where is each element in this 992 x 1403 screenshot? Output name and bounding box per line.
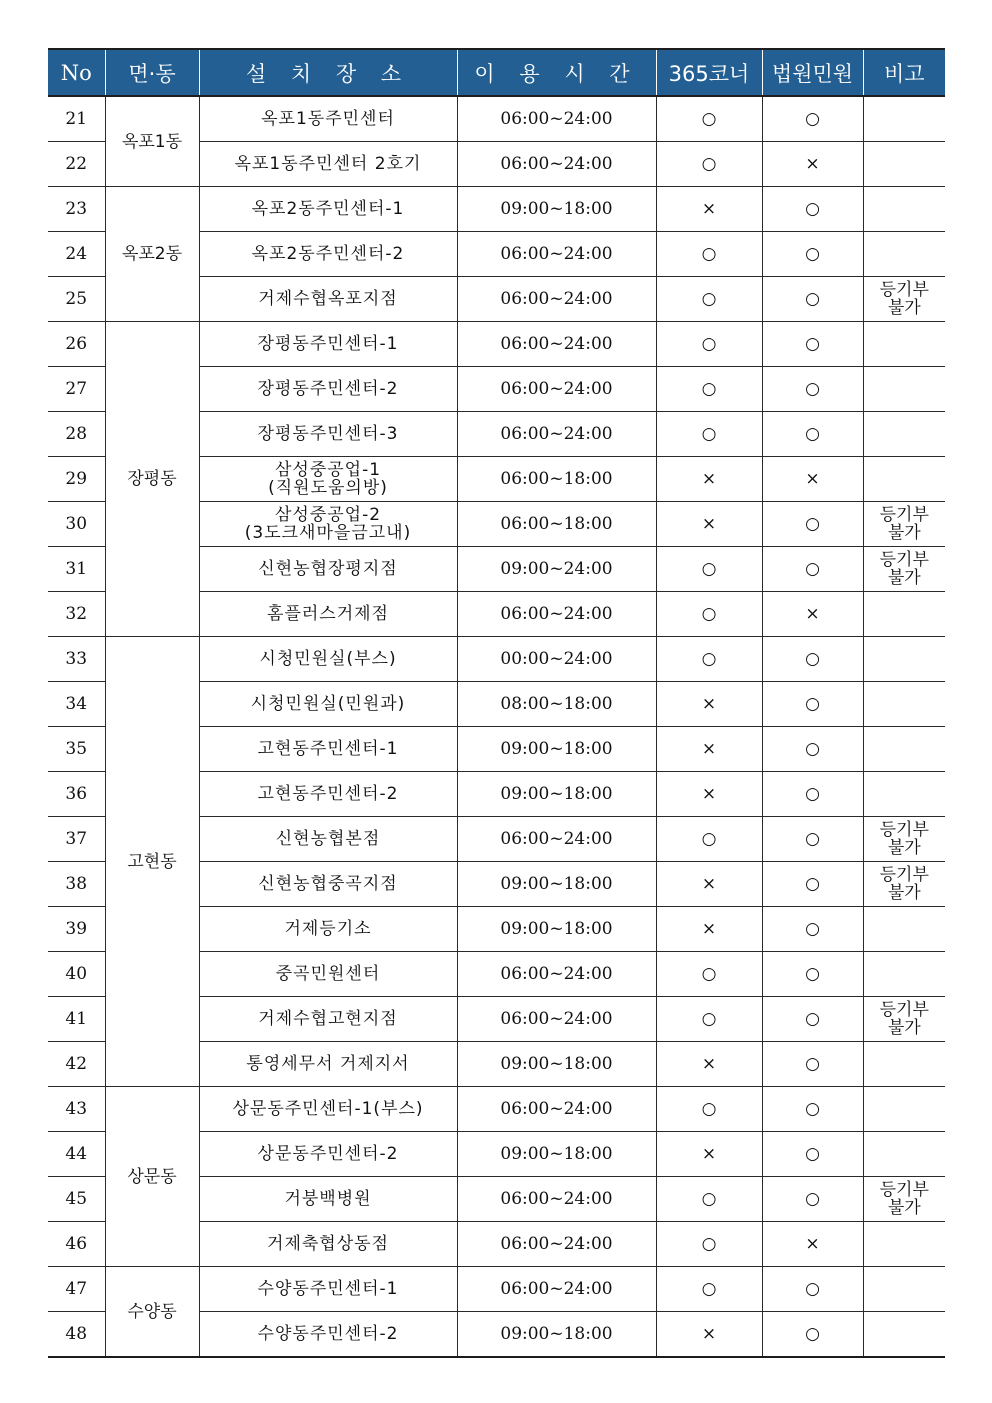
row-number: 34 — [48, 682, 105, 727]
place-detail: (직원도움의방) — [268, 478, 388, 498]
operating-hours: 09:00~18:00 — [457, 1312, 656, 1358]
table-header-row — [48, 49, 945, 96]
operating-hours: 08:00~18:00 — [457, 682, 656, 727]
note-cell — [863, 1177, 945, 1222]
note-cell — [863, 142, 945, 187]
install-place — [199, 1222, 457, 1267]
row-number: 29 — [48, 457, 105, 502]
table-row — [48, 1267, 945, 1312]
court-service-status: ○ — [762, 727, 863, 772]
row-number: 46 — [48, 1222, 105, 1267]
table-row — [48, 96, 945, 142]
365-corner-status: ○ — [656, 1267, 762, 1312]
note-cell — [863, 997, 945, 1042]
row-number: 28 — [48, 412, 105, 457]
note-cell — [863, 322, 945, 367]
365-corner-status: ○ — [656, 367, 762, 412]
operating-hours: 06:00~24:00 — [457, 1087, 656, 1132]
365-corner-status: ○ — [656, 96, 762, 142]
table-row — [48, 322, 945, 367]
row-number: 33 — [48, 637, 105, 682]
365-corner-status: ○ — [656, 1087, 762, 1132]
court-service-status: ○ — [762, 817, 863, 862]
place-detail: (3도크새마을금고내) — [244, 523, 412, 543]
note-line-2: 불가 — [887, 298, 921, 318]
install-place — [199, 907, 457, 952]
court-service-status: ○ — [762, 96, 863, 142]
place-name: 신현농협장평지점 — [258, 559, 398, 579]
365-corner-status: ○ — [656, 1222, 762, 1267]
install-place — [199, 367, 457, 412]
operating-hours: 06:00~24:00 — [457, 232, 656, 277]
court-service-status: ○ — [762, 412, 863, 457]
operating-hours: 06:00~24:00 — [457, 997, 656, 1042]
place-name: 중곡민원센터 — [275, 964, 381, 984]
install-place — [199, 457, 457, 502]
365-corner-status: ○ — [656, 592, 762, 637]
note-line-1: 등기부 — [879, 280, 929, 300]
row-number: 41 — [48, 997, 105, 1042]
row-number: 35 — [48, 727, 105, 772]
note-line-1: 등기부 — [879, 820, 929, 840]
note-cell — [863, 367, 945, 412]
note-cell — [863, 817, 945, 862]
court-service-status: ○ — [762, 277, 863, 322]
row-number: 39 — [48, 907, 105, 952]
note-line-2: 불가 — [887, 838, 921, 858]
365-corner-status: × — [656, 907, 762, 952]
header-note: 비고 — [863, 49, 945, 96]
365-corner-status: × — [656, 862, 762, 907]
row-number: 42 — [48, 1042, 105, 1087]
install-place — [199, 1177, 457, 1222]
court-service-status: ○ — [762, 1132, 863, 1177]
note-line-2: 불가 — [887, 1198, 921, 1218]
place-name: 옥포2동주민센터-2 — [251, 244, 405, 264]
install-place — [199, 232, 457, 277]
note-cell — [863, 1267, 945, 1312]
install-place — [199, 1042, 457, 1087]
note-line-2: 불가 — [887, 568, 921, 588]
install-place — [199, 682, 457, 727]
365-corner-status: ○ — [656, 637, 762, 682]
note-cell — [863, 772, 945, 817]
note-line-1: 등기부 — [879, 865, 929, 885]
dong-name: 옥포1동 — [105, 96, 199, 187]
note-cell — [863, 862, 945, 907]
note-cell — [863, 682, 945, 727]
place-name: 삼성중공업-2 — [274, 505, 382, 525]
install-place — [199, 322, 457, 367]
install-place — [199, 187, 457, 232]
court-service-status: ○ — [762, 322, 863, 367]
row-number: 24 — [48, 232, 105, 277]
place-name: 고현동주민센터-2 — [257, 784, 399, 804]
operating-hours: 06:00~24:00 — [457, 817, 656, 862]
note-line-1: 등기부 — [879, 550, 929, 570]
court-service-status: × — [762, 1222, 863, 1267]
row-number: 48 — [48, 1312, 105, 1358]
install-place — [199, 1087, 457, 1132]
place-name: 옥포2동주민센터-1 — [251, 199, 405, 219]
row-number: 23 — [48, 187, 105, 232]
operating-hours: 09:00~18:00 — [457, 187, 656, 232]
365-corner-status: ○ — [656, 952, 762, 997]
operating-hours: 06:00~24:00 — [457, 1177, 656, 1222]
place-name: 수양동주민센터-1 — [257, 1279, 399, 1299]
court-service-status: ○ — [762, 547, 863, 592]
note-cell — [863, 1132, 945, 1177]
row-number: 31 — [48, 547, 105, 592]
place-name: 홈플러스거제점 — [267, 604, 389, 624]
row-number: 40 — [48, 952, 105, 997]
365-corner-status: × — [656, 1312, 762, 1358]
place-name: 신현농협중곡지점 — [258, 874, 398, 894]
operating-hours: 06:00~18:00 — [457, 457, 656, 502]
note-cell — [863, 457, 945, 502]
court-service-status: ○ — [762, 367, 863, 412]
place-name: 옥포1동주민센터 — [261, 109, 395, 129]
row-number: 43 — [48, 1087, 105, 1132]
place-name: 거제축협상동점 — [267, 1234, 389, 1254]
row-number: 45 — [48, 1177, 105, 1222]
365-corner-status: × — [656, 502, 762, 547]
court-service-status: ○ — [762, 637, 863, 682]
court-service-status: ○ — [762, 232, 863, 277]
note-line-2: 불가 — [887, 523, 921, 543]
install-place — [199, 1132, 457, 1177]
install-place — [199, 1312, 457, 1358]
place-name: 시청민원실(부스) — [259, 649, 397, 669]
row-number: 21 — [48, 96, 105, 142]
365-corner-status: × — [656, 187, 762, 232]
place-name: 장평동주민센터-2 — [257, 379, 399, 399]
place-name: 거제수협고현지점 — [258, 1009, 398, 1029]
365-corner-status: × — [656, 772, 762, 817]
note-cell — [863, 1222, 945, 1267]
row-number: 22 — [48, 142, 105, 187]
place-name: 상문동주민센터-1(부스) — [232, 1099, 424, 1119]
operating-hours: 06:00~24:00 — [457, 1267, 656, 1312]
install-place — [199, 592, 457, 637]
row-number: 44 — [48, 1132, 105, 1177]
operating-hours: 06:00~18:00 — [457, 502, 656, 547]
court-service-status: ○ — [762, 187, 863, 232]
note-cell — [863, 592, 945, 637]
court-service-status: ○ — [762, 502, 863, 547]
operating-hours: 09:00~18:00 — [457, 907, 656, 952]
court-service-status: ○ — [762, 862, 863, 907]
operating-hours: 06:00~24:00 — [457, 142, 656, 187]
operating-hours: 06:00~24:00 — [457, 322, 656, 367]
365-corner-status: × — [656, 457, 762, 502]
install-place — [199, 952, 457, 997]
header-dong: 면·동 — [105, 49, 199, 96]
table-row — [48, 187, 945, 232]
note-line-2: 불가 — [887, 1018, 921, 1038]
365-corner-status: ○ — [656, 1177, 762, 1222]
note-line-1: 등기부 — [879, 505, 929, 525]
install-place — [199, 997, 457, 1042]
operating-hours: 09:00~18:00 — [457, 727, 656, 772]
kiosk-location-table — [48, 48, 945, 1358]
365-corner-status: × — [656, 727, 762, 772]
dong-name: 장평동 — [105, 322, 199, 637]
note-cell — [863, 277, 945, 322]
court-service-status: × — [762, 457, 863, 502]
365-corner-status: ○ — [656, 142, 762, 187]
note-line-1: 등기부 — [879, 1000, 929, 1020]
install-place — [199, 772, 457, 817]
365-corner-status: ○ — [656, 997, 762, 1042]
install-place — [199, 142, 457, 187]
note-cell — [863, 502, 945, 547]
365-corner-status: × — [656, 1042, 762, 1087]
365-corner-status: ○ — [656, 412, 762, 457]
court-service-status: ○ — [762, 952, 863, 997]
row-number: 30 — [48, 502, 105, 547]
header-hours: 이 용 시 간 — [457, 49, 656, 96]
note-line-2: 불가 — [887, 883, 921, 903]
operating-hours: 00:00~24:00 — [457, 637, 656, 682]
install-place — [199, 1267, 457, 1312]
install-place — [199, 412, 457, 457]
place-name: 고현동주민센터-1 — [257, 739, 399, 759]
note-cell — [863, 96, 945, 142]
court-service-status: ○ — [762, 1177, 863, 1222]
place-name: 시청민원실(민원과) — [250, 694, 406, 714]
note-cell — [863, 1312, 945, 1358]
court-service-status: × — [762, 142, 863, 187]
dong-name: 수양동 — [105, 1267, 199, 1358]
note-cell — [863, 907, 945, 952]
note-cell — [863, 187, 945, 232]
operating-hours: 06:00~24:00 — [457, 592, 656, 637]
row-number: 27 — [48, 367, 105, 412]
court-service-status: ○ — [762, 1267, 863, 1312]
row-number: 37 — [48, 817, 105, 862]
note-cell — [863, 547, 945, 592]
operating-hours: 09:00~18:00 — [457, 772, 656, 817]
install-place — [199, 862, 457, 907]
court-service-status: × — [762, 592, 863, 637]
court-service-status: ○ — [762, 1312, 863, 1358]
operating-hours: 09:00~18:00 — [457, 1042, 656, 1087]
note-cell — [863, 952, 945, 997]
place-name: 통영세무서 거제지서 — [246, 1054, 410, 1074]
place-name: 장평동주민센터-1 — [257, 334, 399, 354]
place-name: 상문동주민센터-2 — [257, 1144, 399, 1164]
court-service-status: ○ — [762, 1042, 863, 1087]
place-name: 신현농협본점 — [275, 829, 381, 849]
install-place — [199, 637, 457, 682]
note-cell — [863, 232, 945, 277]
court-service-status: ○ — [762, 997, 863, 1042]
place-name: 거붕백병원 — [284, 1189, 372, 1209]
place-name: 장평동주민센터-3 — [257, 424, 399, 444]
table-row — [48, 637, 945, 682]
row-number: 26 — [48, 322, 105, 367]
row-number: 47 — [48, 1267, 105, 1312]
dong-name: 상문동 — [105, 1087, 199, 1267]
note-cell — [863, 412, 945, 457]
operating-hours: 06:00~24:00 — [457, 412, 656, 457]
operating-hours: 06:00~24:00 — [457, 96, 656, 142]
court-service-status: ○ — [762, 682, 863, 727]
row-number: 32 — [48, 592, 105, 637]
365-corner-status: ○ — [656, 232, 762, 277]
365-corner-status: ○ — [656, 817, 762, 862]
table-body — [48, 96, 945, 1357]
365-corner-status: ○ — [656, 547, 762, 592]
install-place — [199, 96, 457, 142]
365-corner-status: × — [656, 1132, 762, 1177]
operating-hours: 09:00~24:00 — [457, 547, 656, 592]
365-corner-status: ○ — [656, 322, 762, 367]
header-no: No — [48, 49, 105, 96]
place-name: 삼성중공업-1 — [274, 460, 382, 480]
court-service-status: ○ — [762, 907, 863, 952]
operating-hours: 06:00~24:00 — [457, 1222, 656, 1267]
install-place — [199, 277, 457, 322]
operating-hours: 09:00~18:00 — [457, 862, 656, 907]
operating-hours: 09:00~18:00 — [457, 1132, 656, 1177]
operating-hours: 06:00~24:00 — [457, 277, 656, 322]
header-365-corner: 365코너 — [656, 49, 762, 96]
court-service-status: ○ — [762, 772, 863, 817]
365-corner-status: × — [656, 682, 762, 727]
row-number: 38 — [48, 862, 105, 907]
install-place — [199, 547, 457, 592]
header-place: 설 치 장 소 — [199, 49, 457, 96]
row-number: 25 — [48, 277, 105, 322]
install-place — [199, 817, 457, 862]
table-row — [48, 1087, 945, 1132]
note-cell — [863, 1042, 945, 1087]
install-place — [199, 727, 457, 772]
operating-hours: 06:00~24:00 — [457, 367, 656, 412]
place-name: 옥포1동주민센터 2호기 — [234, 154, 422, 174]
note-line-1: 등기부 — [879, 1180, 929, 1200]
place-name: 수양동주민센터-2 — [257, 1324, 399, 1344]
court-service-status: ○ — [762, 1087, 863, 1132]
dong-name: 옥포2동 — [105, 187, 199, 322]
operating-hours: 06:00~24:00 — [457, 952, 656, 997]
365-corner-status: ○ — [656, 277, 762, 322]
install-place — [199, 502, 457, 547]
row-number: 36 — [48, 772, 105, 817]
dong-name: 고현동 — [105, 637, 199, 1087]
note-cell — [863, 1087, 945, 1132]
note-cell — [863, 727, 945, 772]
place-name: 거제수협옥포지점 — [258, 289, 398, 309]
place-name: 거제등기소 — [284, 919, 372, 939]
note-cell — [863, 637, 945, 682]
header-court-service: 법원민원 — [762, 49, 863, 96]
